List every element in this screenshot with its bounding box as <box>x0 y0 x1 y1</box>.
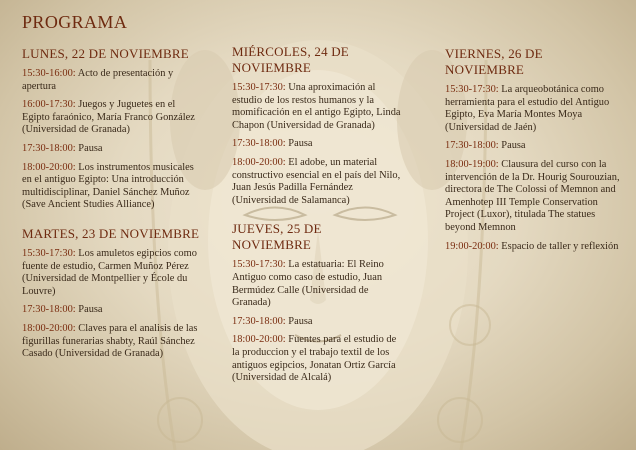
schedule-item <box>22 143 200 156</box>
event-time: 17:30-18:00: <box>232 138 286 150</box>
schedule-item <box>445 159 620 235</box>
event-text: Pausa <box>78 142 103 154</box>
schedule-item <box>22 323 200 361</box>
event-time: 15:30-16:00: <box>22 68 76 79</box>
event-time: 19:00-20:00: <box>445 240 499 252</box>
event-time: 16:00-17:30: <box>22 99 76 111</box>
event-time: 17:30-18:00: <box>22 304 76 316</box>
event-time: 15:30-17:30: <box>445 84 499 95</box>
day-heading: VIERNES, 26 DE NOVIEMBRE <box>445 46 543 77</box>
schedule-item <box>232 138 404 151</box>
schedule-item <box>232 334 404 384</box>
day-heading: MARTES, 23 DE NOVIEMBRE <box>22 225 200 241</box>
event-text: Pausa <box>288 315 313 327</box>
column-left <box>22 46 200 367</box>
event-text: Los instrumentos musicales en el antiguo Egipto: Una introducción multidisciplinar, Daniel Sánchez Muñoz (Save Ancient Studies Alliance) <box>22 161 194 211</box>
column-right <box>445 46 620 259</box>
event-time: 17:30-18:00: <box>232 315 286 327</box>
event-text: Pausa <box>78 304 103 316</box>
event-text: Pausa <box>501 140 526 152</box>
event-text: Pausa <box>288 138 313 150</box>
event-text: Juegos y Juguetes en el Egipto faraónico, María Franco González (Universidad de Granada) <box>22 99 195 136</box>
schedule-item <box>22 99 200 137</box>
event-text: El adobe, un material constructivo esencial en el país del Nilo, Juan Jesús Padilla Fernández (Universidad de Salamanca) <box>232 156 401 206</box>
page-title: PROGRAMA <box>22 12 128 32</box>
column-middle <box>232 44 404 391</box>
schedule-item <box>22 248 200 298</box>
event-time: 18:00-20:00: <box>22 322 76 334</box>
schedule-item <box>445 84 620 134</box>
schedule-item <box>22 162 200 212</box>
day-heading: LUNES, 22 DE NOVIEMBRE <box>22 46 189 61</box>
event-time: 18:00-20:00: <box>232 156 286 168</box>
schedule-item <box>232 82 404 132</box>
schedule-item <box>232 316 404 329</box>
schedule-item <box>232 259 404 309</box>
schedule-item <box>445 140 620 153</box>
event-text: Acto de presentación y apertura <box>22 68 174 92</box>
event-text: La estatuaria: El Reino Antiguo como caso de estudio, Juan Bermúdez Calle (Universidad de Granada) <box>232 259 384 309</box>
event-text: Una aproximación al estudio de los restos humanos y la momificación en el antigo Egipto, Linda Chapon (Universidad de Granada) <box>232 82 401 131</box>
event-text: Clausura del curso con la intervención de la Dr. Hourig Sourouzian, directora de The Colossi of Memnon and Amenhotep III Temple Conservation Project (Luxor), titulada The statues beyond Memnon <box>445 158 620 233</box>
event-time: 15:30-17:30: <box>232 82 286 93</box>
schedule-item <box>22 68 200 93</box>
event-time: 18:00-20:00: <box>22 161 76 173</box>
day-heading: JUEVES, 25 DE NOVIEMBRE <box>232 221 322 253</box>
event-text: Fuentes para el estudio de la produccion y el trabajo textil de los antiguos egipcios, Jonatan Ortiz García (Universidad de Alcalá) <box>232 334 397 384</box>
event-text: Los amuletos egipcios como fuente de estudio, Carmen Muñoz Pérez (Universidad de Montpellier y École du Louvre) <box>22 247 197 297</box>
event-text: Claves para el analisis de las figurillas funerarias shabty, Raúl Sánchez Casado (Universidad de Granada) <box>22 322 198 360</box>
event-time: 18:00-20:00: <box>232 334 286 346</box>
event-time: 18:00-19:00: <box>445 158 499 170</box>
event-time: 17:30-18:00: <box>22 142 76 154</box>
schedule-item <box>22 304 200 317</box>
day-heading: MIÉRCOLES, 24 DE NOVIEMBRE <box>232 44 349 75</box>
event-text: Espacio de taller y reflexión <box>501 240 619 252</box>
schedule-item <box>445 241 620 254</box>
event-time: 15:30-17:30: <box>22 247 76 259</box>
event-time: 17:30-18:00: <box>445 140 499 152</box>
event-text: La arqueobotánica como herramienta para el estudio del Antiguo Egipto, Eva María Montes Moya (Universidad de Jaén) <box>445 84 610 133</box>
event-time: 15:30-17:30: <box>232 259 286 271</box>
schedule-item <box>232 157 404 207</box>
